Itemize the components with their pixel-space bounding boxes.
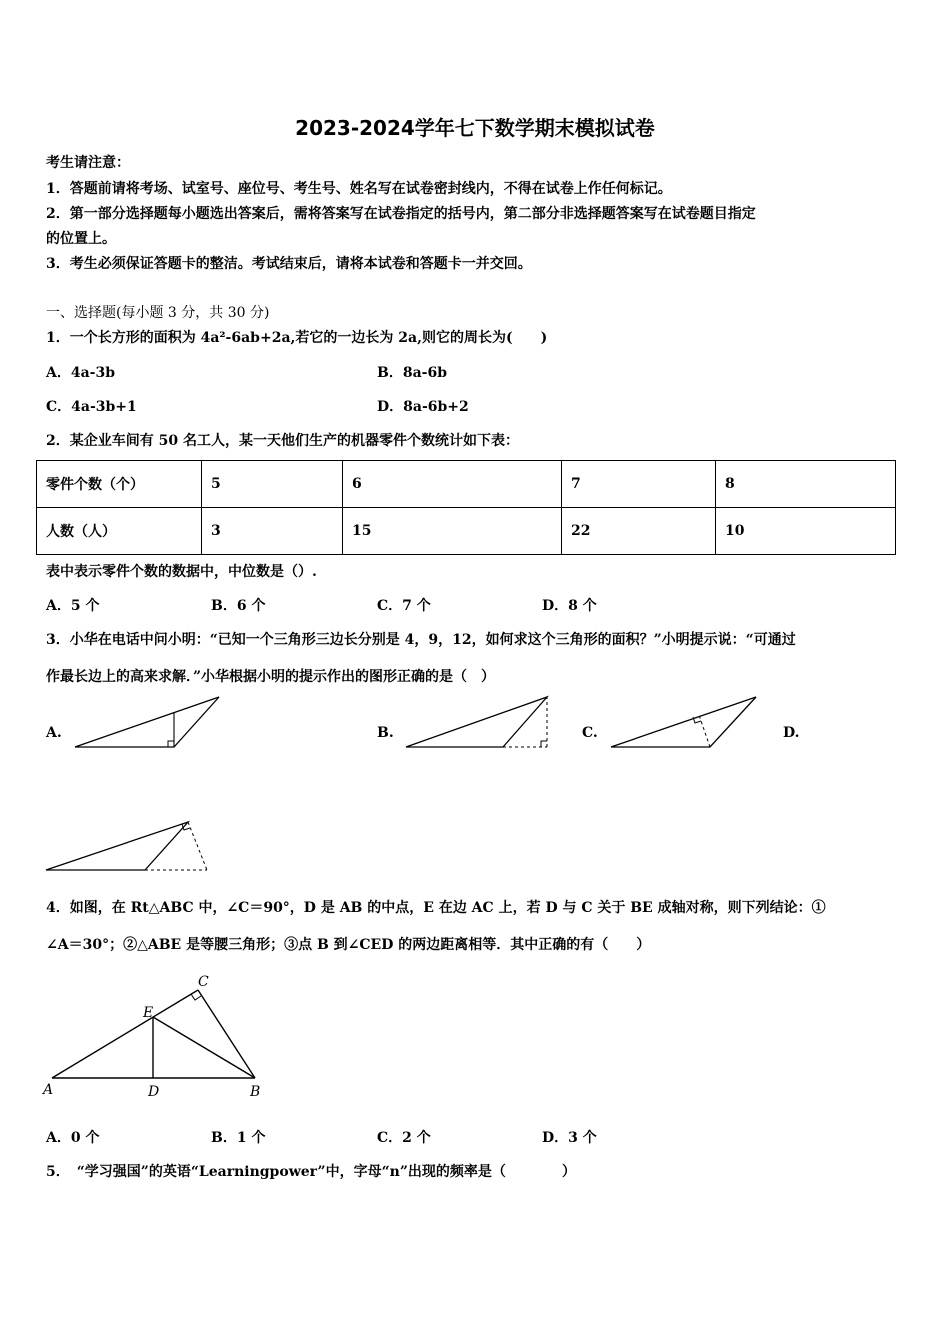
question-4-line1: 4．如图，在 Rt△ABC 中，∠C＝90°，D 是 AB 的中点，E 在边 AC 上，若 D 与 C 关于 BE 成轴对称，则下列结论：①	[46, 900, 826, 916]
table-cell: 3	[202, 508, 343, 555]
question-2-followup: 表中表示零件个数的数据中，中位数是（）.	[46, 564, 317, 580]
table-row	[37, 461, 896, 508]
q2-option-c: C．7 个	[377, 598, 431, 614]
question-1-stem: 1．一个长方形的面积为 4a²-6ab+2a,若它的一边长为 2a,则它的周长为( )	[46, 330, 548, 346]
section-heading: 一、选择题(每小题 3 分，共 30 分)	[46, 305, 270, 321]
table-cell: 零件个数（个）	[37, 461, 202, 508]
table-cell: 人数（人）	[37, 508, 202, 555]
notice-item: 1．答题前请将考场、试室号、座位号、考生号、姓名写在试卷密封线内，不得在试卷上作任何标记。	[46, 181, 672, 197]
q1-option-c: C．4a-3b+1	[46, 399, 137, 415]
question-5-stem: 5． “学习强国”的英语“Learningpower”中，字母“n”出现的频率是（ ）	[46, 1164, 576, 1180]
notice-item: 3．考生必须保证答题卡的整洁。考试结束后，请将本试卷和答题卡一并交回。	[46, 256, 532, 272]
q3-figure-d	[45, 818, 215, 874]
table-row	[37, 508, 896, 555]
q3-option-a-label: A.	[46, 725, 62, 741]
point-label-b: B	[250, 1084, 261, 1100]
table-cell: 7	[562, 461, 716, 508]
question-4-line2: ∠A＝30°；②△ABE 是等腰三角形；③点 B 到∠CED 的两边距离相等．其中正确的有（ ）	[46, 937, 651, 953]
table-cell: 5	[202, 461, 343, 508]
table-cell: 8	[716, 461, 896, 508]
notice-item: 的位置上。	[46, 231, 116, 247]
q2-option-a: A．5 个	[46, 598, 100, 614]
notice-item: 2．第一部分选择题每小题选出答案后，需将答案写在试卷指定的括号内，第二部分非选择题答案写在试卷题目指定	[46, 206, 756, 222]
point-label-e: E	[143, 1005, 154, 1021]
point-label-c: C	[198, 974, 209, 990]
point-label-d: D	[148, 1084, 160, 1100]
table-cell: 22	[562, 508, 716, 555]
q3-figure-b	[405, 695, 555, 751]
q4-option-b: B．1 个	[211, 1130, 266, 1146]
q2-option-b: B．6 个	[211, 598, 266, 614]
q4-option-a: A．0 个	[46, 1130, 100, 1146]
page-title: 2023-2024学年七下数学期末模拟试卷	[295, 116, 655, 140]
data-table	[36, 460, 896, 555]
q3-figure-c	[610, 695, 760, 751]
table-cell: 10	[716, 508, 896, 555]
question-3-line2: 作最长边上的高来求解．”小华根据小明的提示作出的图形正确的是（ ）	[46, 669, 496, 685]
q1-option-b: B．8a-6b	[377, 365, 447, 381]
q2-option-d: D．8 个	[542, 598, 597, 614]
q1-option-a: A．4a-3b	[46, 365, 116, 381]
question-3-line1: 3．小华在电话中问小明：“已知一个三角形三边长分别是 4，9，12，如何求这个三角形的面积？”小明提示说：“可通过	[46, 632, 796, 648]
q3-option-d-label: D.	[783, 725, 800, 741]
q4-figure-triangle	[40, 970, 280, 1105]
table-cell: 6	[343, 461, 562, 508]
q4-option-c: C．2 个	[377, 1130, 431, 1146]
q3-figure-a	[74, 695, 224, 751]
question-2-stem: 2．某企业车间有 50 名工人，某一天他们生产的机器零件个数统计如下表：	[46, 433, 519, 449]
notice-heading: 考生请注意：	[46, 155, 130, 171]
q3-option-b-label: B.	[377, 725, 394, 741]
table-cell: 15	[343, 508, 562, 555]
q4-option-d: D．3 个	[542, 1130, 597, 1146]
point-label-a: A	[43, 1082, 54, 1098]
q1-option-d: D．8a-6b+2	[377, 399, 469, 415]
q3-option-c-label: C.	[582, 725, 598, 741]
